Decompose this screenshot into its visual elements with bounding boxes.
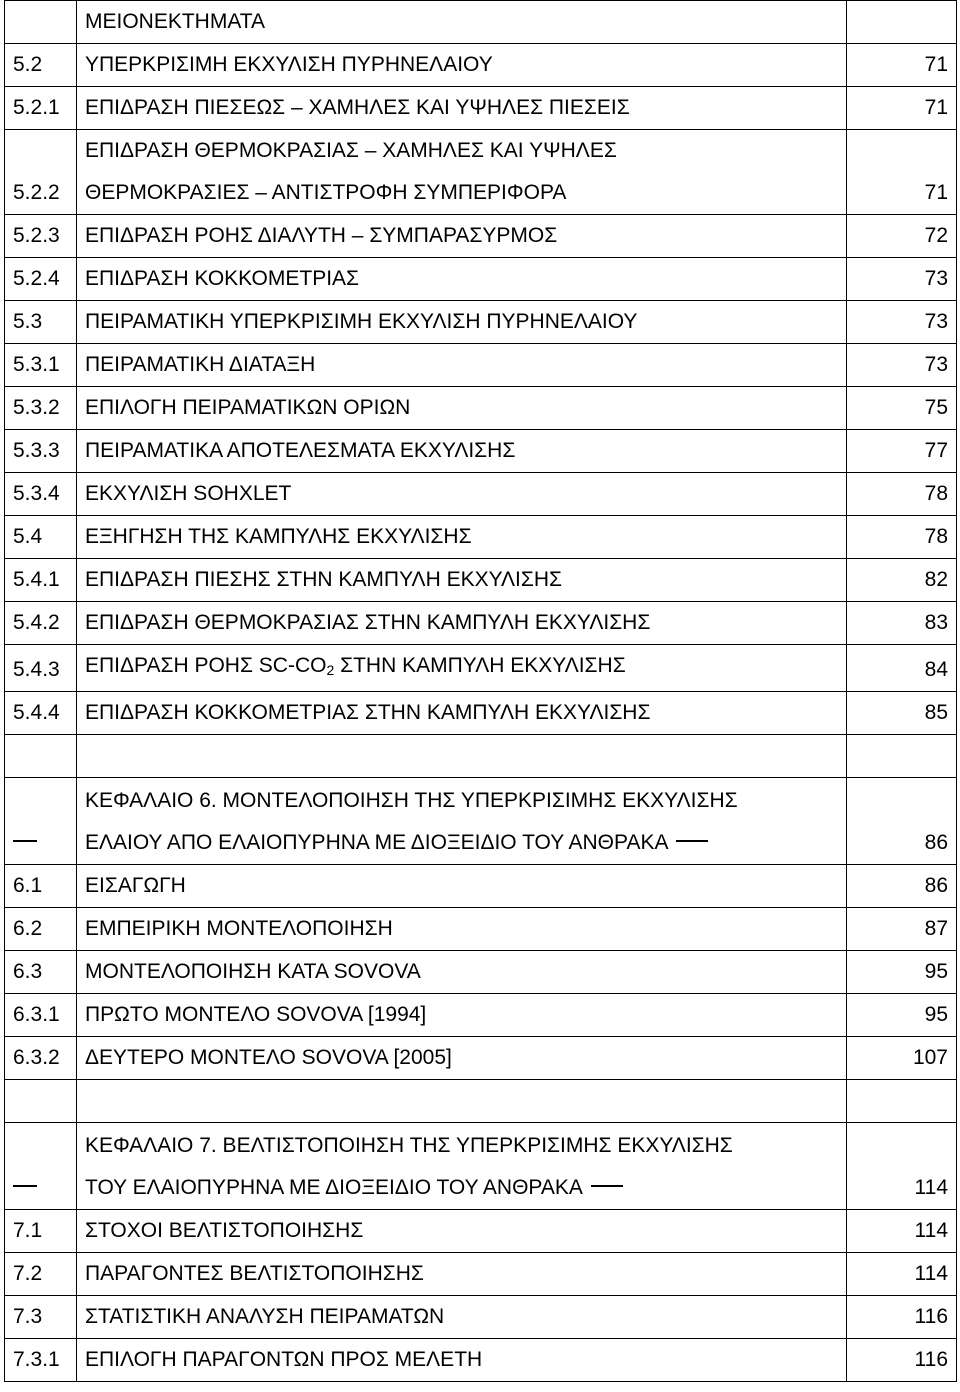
- toc-row: [5, 994, 957, 1037]
- page-number: 86: [847, 778, 957, 865]
- subscript: 2: [326, 662, 335, 678]
- section-title: [77, 645, 847, 692]
- section-title: ΕΚΧΥΛΙΣΗ SOHXLET: [77, 473, 847, 516]
- toc-row: [5, 430, 957, 473]
- section-number: 5.4.2: [5, 602, 77, 645]
- section-number: 7.3.1: [5, 1339, 77, 1382]
- section-number: 7.3: [5, 1296, 77, 1339]
- page-number: 75: [847, 387, 957, 430]
- page-number: 73: [847, 301, 957, 344]
- toc-row: [5, 215, 957, 258]
- dash-mark: [13, 840, 37, 842]
- toc-row: [5, 87, 957, 130]
- page-number: 114: [847, 1210, 957, 1253]
- toc-row: [5, 1296, 957, 1339]
- section-number: 5.4.3: [5, 645, 77, 692]
- toc-row: [5, 908, 957, 951]
- chapter-title-text: ΤΟΥ ΕΛΑΙΟΠΥΡΗΝΑ ΜΕ ΔΙΟΞΕΙΔΙΟ ΤΟΥ ΑΝΘΡΑΚΑ: [85, 1176, 583, 1199]
- toc-row: [5, 865, 957, 908]
- toc-row: [5, 602, 957, 645]
- section-number: 5.4: [5, 516, 77, 559]
- section-number: 5.2.4: [5, 258, 77, 301]
- page-number: 71: [847, 44, 957, 87]
- section-title: ΠΕΙΡΑΜΑΤΙΚΗ ΔΙΑΤΑΞΗ: [77, 344, 847, 387]
- chapter-title-line: [85, 1167, 836, 1209]
- toc-row: [5, 1339, 957, 1382]
- chapter-dash-cell: [5, 778, 77, 865]
- section-title: ΕΠΙΛΟΓΗ ΠΑΡΑΓΟΝΤΩΝ ΠΡΟΣ ΜΕΛΕΤΗ: [77, 1339, 847, 1382]
- page-number: 73: [847, 344, 957, 387]
- section-title: ΠΡΩΤΟ ΜΟΝΤΕΛΟ SOVOVA [1994]: [77, 994, 847, 1037]
- toc-row: [5, 516, 957, 559]
- chapter-row: [5, 1123, 957, 1210]
- section-number: [5, 1, 77, 44]
- section-title-line: ΕΠΙΔΡΑΣΗ ΘΕΡΜΟΚΡΑΣΙΑΣ – ΧΑΜΗΛΕΣ ΚΑΙ ΥΨΗΛΕΣ: [85, 139, 617, 162]
- toc-row: [5, 301, 957, 344]
- section-number: 5.3.4: [5, 473, 77, 516]
- page-number: 116: [847, 1339, 957, 1382]
- page-number: 107: [847, 1037, 957, 1080]
- chapter-title-line: ΚΕΦΑΛΑΙΟ 7. ΒΕΛΤΙΣΤΟΠΟΙΗΣΗ ΤΗΣ ΥΠΕΡΚΡΙΣΙΜΗΣ ΕΚΧΥΛΙΣΗΣ: [85, 1134, 733, 1157]
- dash-mark: [676, 840, 708, 842]
- toc-row: [5, 258, 957, 301]
- toc-row: [5, 387, 957, 430]
- section-number: 6.2: [5, 908, 77, 951]
- section-number: 5.3.3: [5, 430, 77, 473]
- section-number: 6.1: [5, 865, 77, 908]
- section-title: ΕΠΙΔΡΑΣΗ ΘΕΡΜΟΚΡΑΣΙΑΣ ΣΤΗΝ ΚΑΜΠΥΛΗ ΕΚΧΥΛΙΣΗΣ: [77, 602, 847, 645]
- toc-row: [5, 559, 957, 602]
- page-number: 114: [847, 1123, 957, 1210]
- section-number: 6.3: [5, 951, 77, 994]
- section-title: ΣΤΑΤΙΣΤΙΚΗ ΑΝΑΛΥΣΗ ΠΕΙΡΑΜΑΤΩΝ: [77, 1296, 847, 1339]
- section-number: 7.2: [5, 1253, 77, 1296]
- page-number: 114: [847, 1253, 957, 1296]
- section-number: 5.4.4: [5, 692, 77, 735]
- section-title: ΕΞΗΓΗΣΗ ΤΗΣ ΚΑΜΠΥΛΗΣ ΕΚΧΥΛΙΣΗΣ: [77, 516, 847, 559]
- toc-row: [5, 1253, 957, 1296]
- section-title: ΕΠΙΔΡΑΣΗ ΡΟΗΣ ΔΙΑΛΥΤΗ – ΣΥΜΠΑΡΑΣΥΡΜΟΣ: [77, 215, 847, 258]
- section-title: ΥΠΕΡΚΡΙΣΙΜΗ ΕΚΧΥΛΙΣΗ ΠΥΡΗΝΕΛΑΙΟΥ: [77, 44, 847, 87]
- section-title: ΕΠΙΔΡΑΣΗ ΠΙΕΣΕΩΣ – ΧΑΜΗΛΕΣ ΚΑΙ ΥΨΗΛΕΣ ΠΙΕΣΕΙΣ: [77, 87, 847, 130]
- toc-row: [5, 1, 957, 44]
- section-title-line: ΘΕΡΜΟΚΡΑΣΙΕΣ – ΑΝΤΙΣΤΡΟΦΗ ΣΥΜΠΕΡΙΦΟΡΑ: [85, 181, 567, 204]
- toc-row: [5, 130, 957, 215]
- section-number: 7.1: [5, 1210, 77, 1253]
- page-number: 83: [847, 602, 957, 645]
- dash-mark: [13, 1185, 37, 1187]
- section-number: 5.3: [5, 301, 77, 344]
- page-number: 95: [847, 994, 957, 1037]
- page-number: 73: [847, 258, 957, 301]
- toc-row: [5, 1210, 957, 1253]
- section-number: 6.3.2: [5, 1037, 77, 1080]
- toc-row: [5, 692, 957, 735]
- page-number: 71: [847, 130, 957, 215]
- section-title-text: ΕΠΙΔΡΑΣΗ ΡΟΗΣ SC-CO: [85, 654, 327, 677]
- page-number: 77: [847, 430, 957, 473]
- toc-table: [4, 0, 957, 1382]
- section-title: ΕΠΙΔΡΑΣΗ ΚΟΚΚΟΜΕΤΡΙΑΣ ΣΤΗΝ ΚΑΜΠΥΛΗ ΕΚΧΥΛΙΣΗΣ: [77, 692, 847, 735]
- page-number: [847, 1, 957, 44]
- toc-row: [5, 1037, 957, 1080]
- page-number: 72: [847, 215, 957, 258]
- page-number: 86: [847, 865, 957, 908]
- section-title: ΕΠΙΛΟΓΗ ΠΕΙΡΑΜΑΤΙΚΩΝ ΟΡΙΩΝ: [77, 387, 847, 430]
- chapter-title-text: ΕΛΑΙΟΥ ΑΠΟ ΕΛΑΙΟΠΥΡΗΝΑ ΜΕ ΔΙΟΞΕΙΔΙΟ ΤΟΥ ΑΝΘΡΑΚΑ: [85, 831, 669, 854]
- page-number: 78: [847, 516, 957, 559]
- page-number: 78: [847, 473, 957, 516]
- section-title: ΕΠΙΔΡΑΣΗ ΚΟΚΚΟΜΕΤΡΙΑΣ: [77, 258, 847, 301]
- section-title: ΕΜΠΕΙΡΙΚΗ ΜΟΝΤΕΛΟΠΟΙΗΣΗ: [77, 908, 847, 951]
- section-number: 5.3.1: [5, 344, 77, 387]
- section-title: ΜΕΙΟΝΕΚΤΗΜΑΤΑ: [77, 1, 847, 44]
- chapter-title: [77, 778, 847, 865]
- section-number: 5.2: [5, 44, 77, 87]
- chapter-row: [5, 778, 957, 865]
- chapter-title-line: ΚΕΦΑΛΑΙΟ 6. ΜΟΝΤΕΛΟΠΟΙΗΣΗ ΤΗΣ ΥΠΕΡΚΡΙΣΙΜΗΣ ΕΚΧΥΛΙΣΗΣ: [85, 789, 738, 812]
- chapter-dash-cell: [5, 1123, 77, 1210]
- page-number: 95: [847, 951, 957, 994]
- page-number: 87: [847, 908, 957, 951]
- section-number: 5.2.1: [5, 87, 77, 130]
- section-title: ΣΤΟΧΟΙ ΒΕΛΤΙΣΤΟΠΟΙΗΣΗΣ: [77, 1210, 847, 1253]
- section-title: ΕΠΙΔΡΑΣΗ ΠΙΕΣΗΣ ΣΤΗΝ ΚΑΜΠΥΛΗ ΕΚΧΥΛΙΣΗΣ: [77, 559, 847, 602]
- chapter-title: [77, 1123, 847, 1210]
- section-title: ΠΕΙΡΑΜΑΤΙΚΑ ΑΠΟΤΕΛΕΣΜΑΤΑ ΕΚΧΥΛΙΣΗΣ: [77, 430, 847, 473]
- page-number: 85: [847, 692, 957, 735]
- section-title: ΕΙΣΑΓΩΓΗ: [77, 865, 847, 908]
- section-number: 5.2.2: [5, 130, 77, 215]
- section-title: ΔΕΥΤΕΡΟ ΜΟΝΤΕΛΟ SOVOVA [2005]: [77, 1037, 847, 1080]
- toc-row: [5, 44, 957, 87]
- toc-row: [5, 473, 957, 516]
- section-number: 5.3.2: [5, 387, 77, 430]
- toc-row: [5, 645, 957, 692]
- empty-row: [5, 735, 957, 778]
- page-number: 71: [847, 87, 957, 130]
- toc-row: [5, 344, 957, 387]
- page-number: 116: [847, 1296, 957, 1339]
- chapter-title-line: [85, 822, 836, 864]
- section-title-text: ΣΤΗΝ ΚΑΜΠΥΛΗ ΕΚΧΥΛΙΣΗΣ: [334, 654, 626, 677]
- page-number: 84: [847, 645, 957, 692]
- empty-row: [5, 1080, 957, 1123]
- section-number: 5.4.1: [5, 559, 77, 602]
- section-number: 6.3.1: [5, 994, 77, 1037]
- section-number: 5.2.3: [5, 215, 77, 258]
- page-number: 82: [847, 559, 957, 602]
- toc-row: [5, 951, 957, 994]
- section-title: ΜΟΝΤΕΛΟΠΟΙΗΣΗ ΚΑΤΑ SOVOVA: [77, 951, 847, 994]
- section-title: ΠΑΡΑΓΟΝΤΕΣ ΒΕΛΤΙΣΤΟΠΟΙΗΣΗΣ: [77, 1253, 847, 1296]
- dash-mark: [591, 1185, 623, 1187]
- section-title: [77, 130, 847, 215]
- section-title: ΠΕΙΡΑΜΑΤΙΚΗ ΥΠΕΡΚΡΙΣΙΜΗ ΕΚΧΥΛΙΣΗ ΠΥΡΗΝΕΛΑΙΟΥ: [77, 301, 847, 344]
